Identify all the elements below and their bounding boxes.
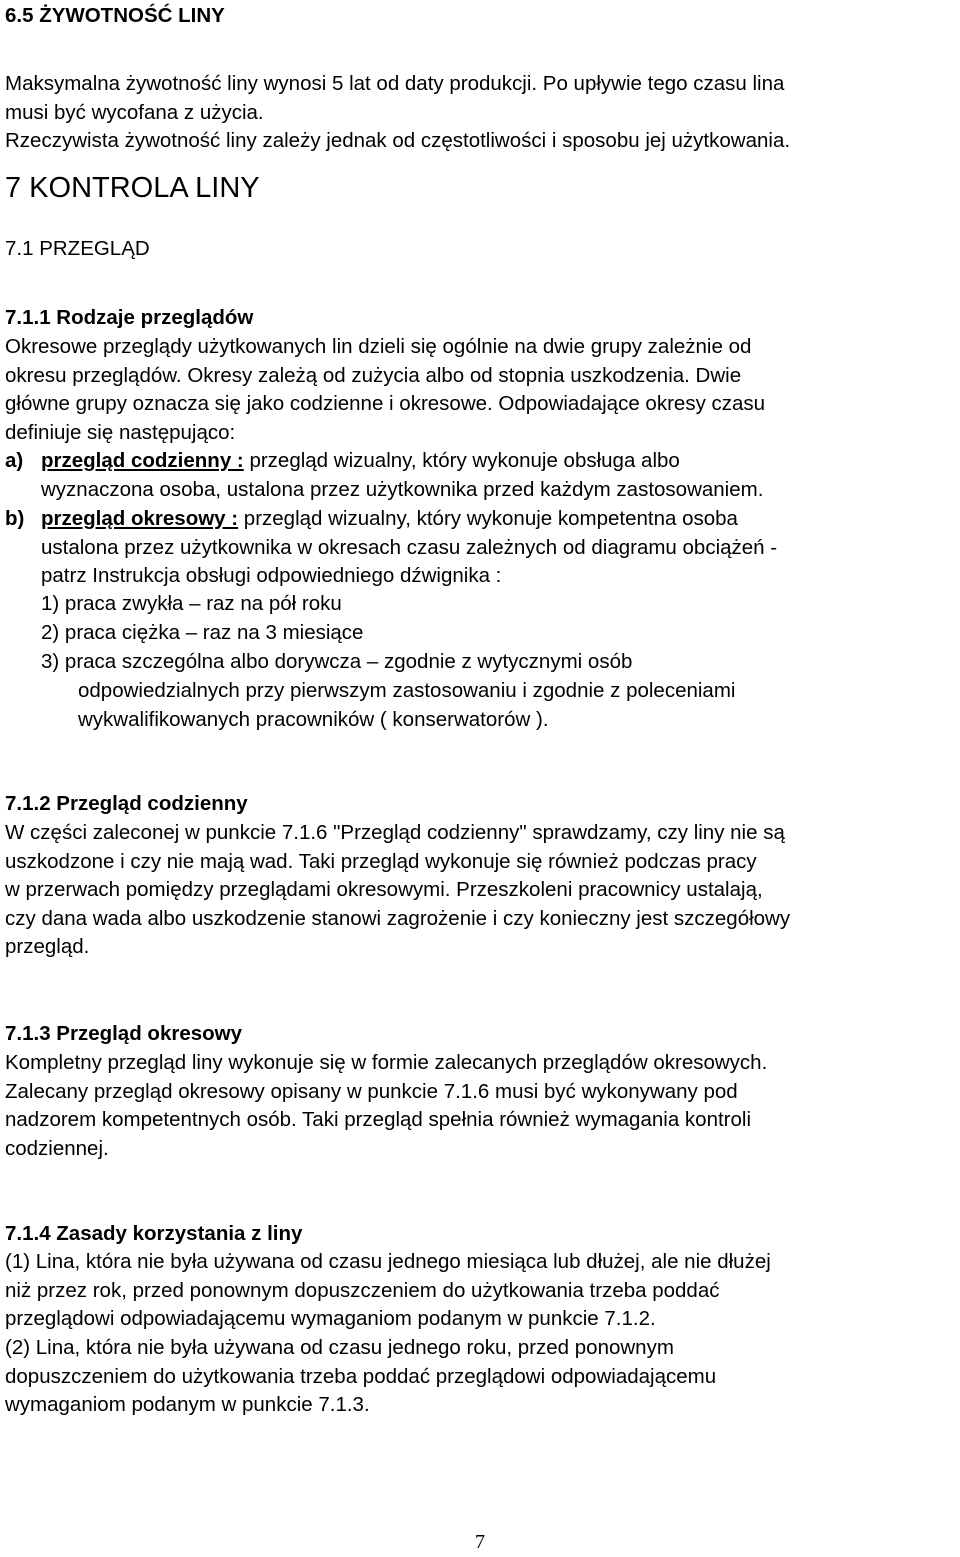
list-item-body: [41, 505, 960, 591]
text-line: przegląd.: [5, 935, 90, 959]
text-line: Kompletny przegląd liny wykonuje się w formie zalecanych przeglądów okresowych.: [5, 1051, 768, 1074]
text-line: główne grupy oznacza się jako codzienne i okresowe. Odpowiadające okresy czasu: [5, 392, 766, 416]
subsection-heading-7-1-2: 7.1.2 Przegląd codzienny: [5, 792, 248, 815]
text-line: wyznaczona osoba, ustalona przez użytkownika przed każdym zastosowaniem.: [41, 477, 764, 501]
text-line: ustalona przez użytkownika w okresach czasu zależnych od diagramu obciążeń -: [41, 535, 778, 559]
chapter-heading-7: 7 KONTROLA LINY: [5, 172, 260, 204]
text-line: Zalecany przegląd okresowy opisany w punkcie 7.1.6 musi być wykonywany pod: [5, 1079, 738, 1103]
text-line: czy dana wada albo uszkodzenie stanowi zagrożenie i czy konieczny jest szczegółowy: [5, 906, 791, 930]
term-periodic-inspection: przegląd okresowy :: [41, 507, 239, 530]
subsection-heading-7-1-1: 7.1.1 Rodzaje przeglądów: [5, 306, 254, 329]
text-line: W części zaleconej w punkcie 7.1.6 "Przegląd codzienny" sprawdzamy, czy liny nie są: [5, 821, 785, 844]
numbered-item-1: 1) praca zwykła – raz na pół roku: [41, 592, 342, 615]
term-daily-inspection: przegląd codzienny :: [41, 449, 244, 472]
section-heading-7-1: 7.1 PRZEGLĄD: [5, 237, 150, 260]
subsection-heading-7-1-4: 7.1.4 Zasady korzystania z liny: [5, 1222, 303, 1245]
text-line: definiuje się następująco:: [5, 420, 236, 444]
text-fragment: przegląd wizualny, który wykonuje obsługa albo: [243, 449, 680, 472]
list-item-a: [5, 447, 957, 505]
text-line: patrz Instrukcja obsługi odpowiedniego dźwignika :: [41, 564, 502, 588]
paragraph-6-5: [5, 70, 957, 156]
list-item-b: [5, 505, 957, 593]
list-label: a): [5, 449, 24, 472]
text-line: (2) Lina, która nie była używana od czasu jednego roku, przed ponownym: [5, 1336, 674, 1359]
paragraph-7-1-1: [5, 333, 957, 447]
numbered-item-3-continuation: odpowiedzialnych przy pierwszym zastosowaniu i zgodnie z poleceniami: [78, 679, 736, 702]
paragraph-7-1-3: [5, 1049, 957, 1163]
text-line: dopuszczeniem do użytkowania trzeba poddać przeglądowi odpowiadającemu: [5, 1364, 717, 1388]
paragraph-7-1-4-1: [5, 1248, 957, 1334]
numbered-item-2: 2) praca ciężka – raz na 3 miesiące: [41, 621, 364, 644]
text-line: niż przez rok, przed ponownym dopuszczeniem do użytkowania trzeba poddać: [5, 1278, 720, 1302]
list-item-body: [41, 447, 960, 504]
text-line: musi być wycofana z użycia.: [5, 100, 264, 124]
text-line: codziennej.: [5, 1136, 109, 1160]
paragraph-7-1-2: [5, 819, 957, 962]
text-fragment: przegląd wizualny, który wykonuje kompetentna osoba: [238, 507, 738, 530]
text-line: w przerwach pomiędzy przeglądami okresowymi. Przeszkoleni pracownicy ustalają,: [5, 878, 763, 902]
numbered-item-3-continuation: wykwalifikowanych pracowników ( konserwatorów ).: [78, 708, 549, 731]
text-line: (1) Lina, która nie była używana od czasu jednego miesiąca lub dłużej, ale nie dłużej: [5, 1250, 771, 1273]
text-line: nadzorem kompetentnych osób. Taki przegląd spełnia również wymagania kontroli: [5, 1108, 751, 1132]
text-line: Rzeczywista żywotność liny zależy jednak od częstotliwości i sposobu jej użytkowania.: [5, 129, 791, 153]
text-line: wymaganiom podanym w punkcie 7.1.3.: [5, 1393, 370, 1417]
list-label: b): [5, 507, 25, 530]
subsection-heading-7-1-3: 7.1.3 Przegląd okresowy: [5, 1022, 243, 1045]
text-line: okresu przeglądów. Okresy zależą od zużycia albo od stopnia uszkodzenia. Dwie: [5, 363, 742, 387]
numbered-item-3: 3) praca szczególna albo dorywcza – zgodnie z wytycznymi osób: [41, 650, 633, 673]
text-line: przeglądowi odpowiadającemu wymaganiom podanym w punkcie 7.1.2.: [5, 1307, 656, 1331]
paragraph-7-1-4-2: [5, 1334, 957, 1420]
text-line: Maksymalna żywotność liny wynosi 5 lat od daty produkcji. Po upływie tego czasu lina: [5, 72, 785, 95]
text-line: uszkodzone i czy nie mają wad. Taki przegląd wykonuje się również podczas pracy: [5, 849, 757, 873]
section-heading-6-5: 6.5 ŻYWOTNOŚĆ LINY: [5, 4, 225, 27]
numbered-list: [5, 590, 957, 740]
page-number: 7: [475, 1531, 485, 1553]
text-line: Okresowe przeglądy użytkowanych lin dzieli się ogólnie na dwie grupy zależnie od: [5, 335, 752, 358]
